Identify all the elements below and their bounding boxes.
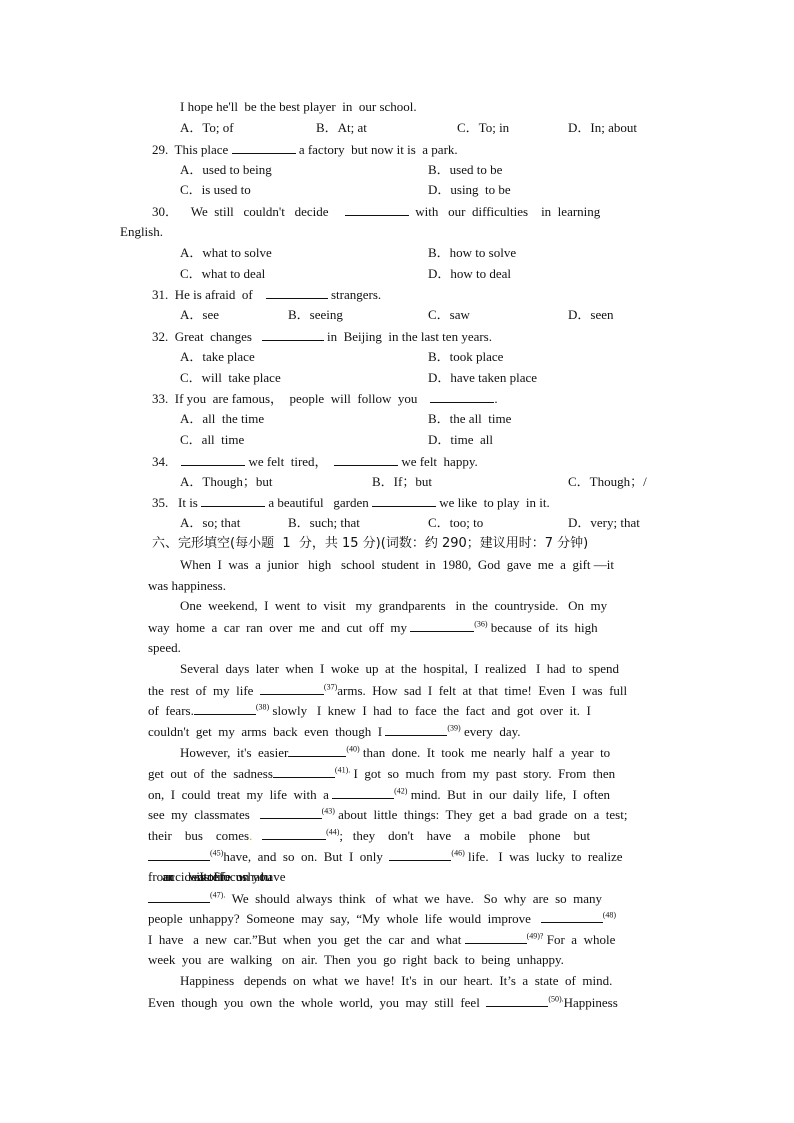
q30-number: 30． xyxy=(152,204,179,219)
q32-option-a: A．take place xyxy=(180,349,255,364)
q29-option-d: D．using to be xyxy=(428,182,511,197)
passage-text: their bus comes xyxy=(148,828,250,843)
passage-text: about little things: They get a bad grade on a test; xyxy=(334,807,628,822)
q35-number: 35. xyxy=(152,495,169,510)
answer-blank[interactable] xyxy=(389,848,451,861)
q35-option-b: B．such; that xyxy=(288,515,360,530)
answer-blank[interactable] xyxy=(194,702,256,715)
blank-number: (46) xyxy=(451,848,465,858)
q31-number: 31. xyxy=(152,287,169,302)
passage-line: week you are walking on air. Then you go right back to being unhappy. xyxy=(148,952,564,967)
passage-text: I have a new car.”But when you get the car and what xyxy=(148,932,462,947)
answer-blank[interactable] xyxy=(385,723,447,736)
passage-line xyxy=(148,931,615,948)
answer-blank[interactable] xyxy=(232,141,296,154)
passage-text: every day. xyxy=(460,724,521,739)
passage-line xyxy=(148,723,521,740)
passage-line xyxy=(148,702,591,719)
q34-text-post: we felt happy. xyxy=(401,454,478,469)
q30-stem xyxy=(152,203,600,220)
passage-line xyxy=(148,619,598,636)
q30-option-a: A．what to solve xyxy=(180,245,272,260)
q32-text-pre: Great changes xyxy=(174,329,252,344)
passage-text: Happiness xyxy=(563,995,618,1010)
passage-text: people unhappy? Someone may say, “My whole life would improve xyxy=(148,911,531,926)
answer-blank[interactable] xyxy=(148,848,210,861)
passage-line xyxy=(148,806,627,823)
passage-line xyxy=(148,910,616,927)
q32-option-c: C．will take place xyxy=(180,370,281,385)
passage-text: However, it's easier xyxy=(180,745,289,760)
q32-option-b: B．took place xyxy=(428,349,504,364)
q28-stem: I hope he'll be the best player in our school. xyxy=(180,99,417,114)
passage-text: slowly I knew I had to face the fact and got over it. I xyxy=(269,703,591,718)
blank-number: (44) xyxy=(326,827,340,837)
q35-option-d: D．very; that xyxy=(568,515,640,530)
passage-line xyxy=(148,682,627,699)
q30-continuation: English. xyxy=(120,224,163,239)
passage-line: Several days later when I woke up at the hospital, I realized I had to spend xyxy=(180,661,619,676)
passage-text: because of its high xyxy=(487,620,598,635)
answer-blank[interactable] xyxy=(372,494,436,507)
answer-blank[interactable] xyxy=(410,619,474,632)
blank-number: (50). xyxy=(548,994,564,1004)
answer-blank[interactable] xyxy=(345,203,409,216)
passage-line xyxy=(148,765,615,782)
blank-number: (41). xyxy=(334,765,351,775)
q32-stem xyxy=(152,328,492,345)
q33-text-pre: If you are famous， people will follow you xyxy=(174,391,418,406)
q35-option-c: C．too; to xyxy=(428,515,484,530)
q29-option-a: A．used to being xyxy=(180,162,272,177)
q32-text-post: in Beijing in the last ten years. xyxy=(327,329,492,344)
passage-line xyxy=(148,848,623,865)
q31-option-c: C．saw xyxy=(428,307,470,322)
q29-stem xyxy=(152,141,458,158)
q32-option-d: D．have taken place xyxy=(428,370,538,385)
passage-text: on, I could treat my life with a xyxy=(148,787,329,802)
passage-line xyxy=(180,744,610,761)
q31-option-d: D．seen xyxy=(568,307,614,322)
q30-option-b: B．how to solve xyxy=(428,245,517,260)
q30-text-pre: We still couldn't decide xyxy=(190,204,329,219)
q32-number: 32. xyxy=(152,329,169,344)
blank-number: (45) xyxy=(210,848,224,858)
q31-stem xyxy=(152,286,381,303)
answer-blank[interactable] xyxy=(266,286,328,299)
q34-option-a: A．Though；but xyxy=(180,474,273,489)
blank-number: (39) xyxy=(447,723,461,733)
q34-option-b: B．If；but xyxy=(372,474,432,489)
q33-number: 33. xyxy=(152,391,169,406)
stray-mark: . xyxy=(249,828,253,843)
answer-blank[interactable] xyxy=(260,806,322,819)
q29-text-post: a factory but now it is a park. xyxy=(298,142,458,157)
blank-number: (38) xyxy=(255,702,270,712)
q33-stem xyxy=(152,390,498,407)
section-heading: 六、完形填空(每小题 1 分，共 15 分)(词数：约 290；建议用时：7 分钟) xyxy=(152,536,589,551)
passage-text: have, and so on. But I only xyxy=(223,849,383,864)
passage-text: get out of the sadness xyxy=(148,766,273,781)
q31-text-pre: He is afraid of xyxy=(174,287,253,302)
answer-blank[interactable] xyxy=(334,453,398,466)
passage-text: arms. How sad I felt at that time! Even I was full xyxy=(337,683,628,698)
passage-line xyxy=(148,786,610,803)
answer-blank[interactable] xyxy=(201,494,265,507)
passage-line: speed. xyxy=(148,640,181,655)
q30-option-c: C．what to deal xyxy=(180,266,266,281)
q29-option-b: B．used to be xyxy=(428,162,503,177)
passage-text: see my classmates xyxy=(148,807,250,822)
answer-blank[interactable] xyxy=(465,931,527,944)
passage-line: from an accident: It is a waste of our life to focus on what you have xyxy=(148,869,286,884)
q29-option-c: C．is used to xyxy=(180,182,251,197)
passage-line xyxy=(148,827,590,844)
passage-text: early half a year to xyxy=(499,745,611,760)
passage-text: of fears. xyxy=(148,703,194,718)
passage-line: When I was a junior high school student in 1980, God gave me a gift —it xyxy=(180,557,614,572)
q29-text-pre: This place xyxy=(174,142,229,157)
answer-blank[interactable] xyxy=(262,827,326,840)
q35-text-post: we like to play in it. xyxy=(439,495,550,510)
blank-number: (48) xyxy=(602,910,617,920)
q33-option-a: A．all the time xyxy=(180,411,265,426)
answer-blank[interactable] xyxy=(486,994,548,1007)
q28-option-b: B．At; at xyxy=(316,120,367,135)
q35-text-pre: It is xyxy=(178,495,198,510)
q30-option-d: D．how to deal xyxy=(428,266,512,281)
blank-number: (43) xyxy=(321,806,335,816)
q33-option-b: B．the all time xyxy=(428,411,512,426)
q28-option-d: D．In; about xyxy=(568,120,637,135)
blank-number: (37) xyxy=(323,682,338,692)
answer-blank[interactable] xyxy=(332,786,394,799)
answer-blank[interactable] xyxy=(181,453,245,466)
q33-text-post: . xyxy=(494,391,498,406)
answer-blank[interactable] xyxy=(541,910,603,923)
passage-text: Even though you own the whole world, you may still feel xyxy=(148,995,480,1010)
answer-blank[interactable] xyxy=(288,744,346,757)
q35-stem xyxy=(152,494,550,511)
passage-line: was happiness. xyxy=(148,578,226,593)
blank-number: (40) xyxy=(346,744,360,754)
passage-line xyxy=(148,994,618,1011)
q34-text-mid: we felt tired， xyxy=(248,454,328,469)
q35-option-a: A．so; that xyxy=(180,515,241,530)
passage-line xyxy=(148,890,602,907)
blank-number: (49)? xyxy=(526,931,544,941)
answer-blank[interactable] xyxy=(148,890,210,903)
q30-text-post: with our difficulties in learning xyxy=(415,204,601,219)
q31-option-a: A．see xyxy=(180,307,219,322)
blank-number: (36) xyxy=(474,619,488,629)
passage-line: Happiness depends on what we have! It's in our heart. It’s a state of mind. xyxy=(180,973,613,988)
q29-number: 29. xyxy=(152,142,169,157)
blank-number: (42) xyxy=(394,786,408,796)
answer-blank[interactable] xyxy=(260,682,324,695)
q31-option-b: B．seeing xyxy=(288,307,343,322)
passage-line: One weekend, I went to visit my grandparents in the countryside. On my xyxy=(180,598,608,613)
q28-option-a: A．To; of xyxy=(180,120,234,135)
q33-option-d: D．time all xyxy=(428,432,493,447)
passage-text: couldn't get my arms back even though I xyxy=(148,724,383,739)
q34-number: 34. xyxy=(152,454,169,469)
passage-text: For a whole xyxy=(543,932,616,947)
passage-text: mind. But in our daily life, I often xyxy=(407,787,611,802)
q34-option-c: C．Though；/ xyxy=(568,474,647,489)
q28-option-c: C．To; in xyxy=(457,120,510,135)
answer-blank[interactable] xyxy=(430,390,494,403)
q33-option-c: C．all time xyxy=(180,432,245,447)
answer-blank[interactable] xyxy=(262,328,324,341)
passage-text: way home a car ran over me and cut off my xyxy=(148,620,407,635)
passage-text: We should always think of what we have. So why are so many xyxy=(225,891,603,906)
q34-stem xyxy=(152,453,478,470)
passage-text: the rest of my life xyxy=(148,683,254,698)
blank-number: (47). xyxy=(210,890,226,900)
answer-blank[interactable] xyxy=(273,765,335,778)
q35-text-mid: a beautiful garden xyxy=(268,495,369,510)
passage-text: I got so much from my past story. From then xyxy=(350,766,616,781)
passage-text: than done. It took me n xyxy=(359,745,500,760)
q31-text-post: strangers. xyxy=(330,287,382,302)
passage-text: life. I was lucky to realize xyxy=(464,849,623,864)
passage-text: ; they don't have a mobile phone but xyxy=(339,828,591,843)
